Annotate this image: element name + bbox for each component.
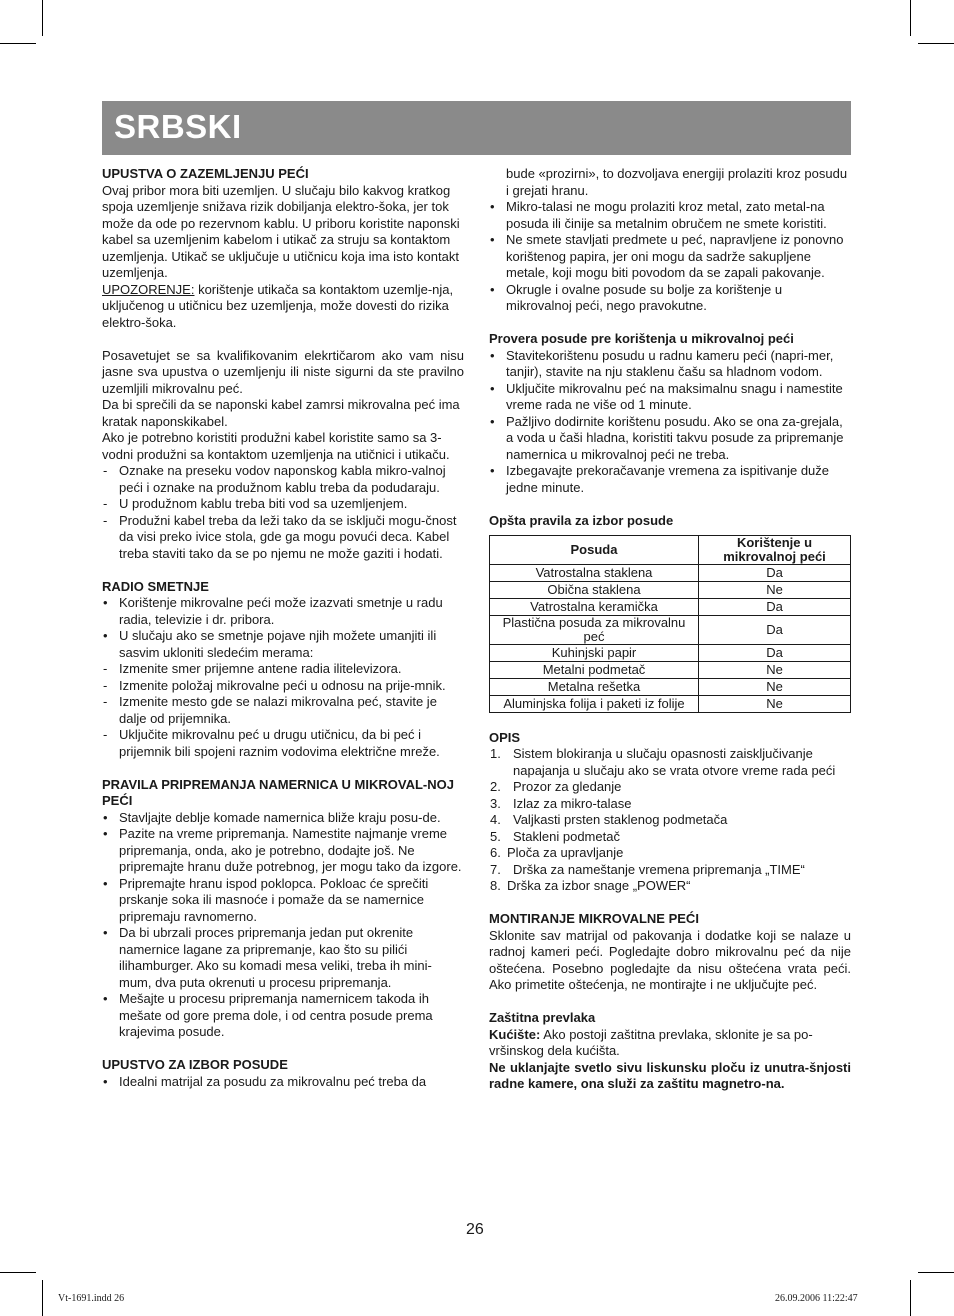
choice-list-continued [489,166,851,315]
choice-list [102,1074,464,1091]
crop-mark [910,1280,911,1316]
crop-mark [918,43,954,44]
grounding-heading: UPUSTVA O ZAZEMLJENJU PEĆI [102,166,309,181]
table-cell: Da [699,645,851,662]
list-item: 2. Prozor za gledanje [490,779,622,794]
table-cell: Da [699,599,851,616]
protect-label: Kućište: [489,1026,541,1042]
short-cable-paragraph: Da bi sprečili da se naponski kabel zamrsi mikrovalna peć ima kratak naponskikabel. [102,397,460,429]
list-item: - Uključite mikrovalnu peć u drugu utičnicu, da bi peć i prijemnik bili spojeni raznim vodovima električne mreže. [103,727,440,759]
table-header-cell: Posuda [490,536,699,565]
table-cell: Kuhinjski papir [490,645,699,662]
list-item: - Oznake na preseku vodov naponskog kabla mikro-valnoj peći i oznake na produžnom kablu treba da podudaraju. [103,463,446,495]
page-number: 26 [466,1221,484,1238]
list-item: • Stavitekorištenu posudu u radnu kameru peći (napri-mer, tanjir), stavite na nju staklenu čašu sa hladnom vodom. [490,347,834,379]
extension-paragraph: Ako je potrebno koristiti produžni kabel koristite samo sa 3-vodni produžni sa kontaktom uzemljenja na utičnici i utikaču. [102,430,450,462]
crop-mark [42,0,43,36]
left-column [102,166,464,1090]
crop-mark [0,1272,36,1273]
mount-paragraph: Sklonite sav matrijal od pakovanja i dodatke koji se nalaze u radnoj kameri peći. Pogledajte dobro mikrovalnu peć da nije oštećena. Posebno pogledajte da nisu oštećena vrata peći. Ako primetite oštećenja, ne montirajte i ne uključujte peć. [489,927,851,992]
protect-paragraph [489,1027,851,1060]
list-item: - Izmenite položaj mikrovalne peći u odnosu na prije-mnik. [103,677,446,693]
page-title: SRBSKI [114,108,242,145]
list-item: - U produžnom kablu treba biti vod sa uzemljenjem. [103,496,408,511]
radio-heading: RADIO SMETNJE [102,578,209,594]
list-item: 5. Stakleni podmetač [490,828,620,844]
vessel-table [489,535,851,713]
table-row [490,679,851,696]
list-item: 6. Ploča za upravljanje [490,845,624,860]
table-cell: Metalni podmetač [490,662,699,679]
table-cell: Plastična posuda za mikrovalnu peć [490,616,699,645]
list-item: 3. Izlaz za mikro-talase [490,795,632,811]
list-item: - Izmenite mesto gde se nalazi mikrovalna peć, stavite je dalje od prijemnika. [103,694,437,726]
list-item: • Pažljivo dodirnite korištenu posudu. Ako se ona za-grejala, a voda u čaši hladna, koristiti takvu posude za pripremanje namernica u mikrovalnoj peći ne treba. [490,413,844,462]
list-item: • U slučaju ako se smetnje pojave njih možete umanjiti ili sasvim ukloniti sledećim merama: [103,628,437,660]
protect-heading: Zaštitna prevlaka [489,1010,596,1025]
check-list [489,348,851,497]
list-item: • Pripremajte hranu ispod poklopca. Pokloac će sprečiti prskanje soka ili masnoće i pomaže da se namernice pripremaju ravnomerno. [103,875,429,924]
table-row [490,696,851,713]
table-row [490,565,851,582]
table-row [490,599,851,616]
list-item: • Korištenje mikrovalne peći može izazvati smetnje u radu radia, televizie i dr. pribora. [103,595,443,627]
table-cell: Ne [699,662,851,679]
table-cell: Ne [699,679,851,696]
mount-heading: MONTIRANJE MIKROVALNE PEĆI [489,911,699,926]
choice-heading: UPUSTVO ZA IZBOR POSUDE [102,1057,288,1072]
list-item: • Mikro-talasi ne mogu prolaziti kroz metal, zato metal-na posuda ili činije sa metalnim obručem ne smete koristiti. [490,199,827,231]
list-item: - Izmenite smer prijemne antene radia ilitelevizora. [103,661,402,676]
rules-heading: Opšta pravila za izbor posude [489,512,674,528]
list-item: 4. Valjkasti prsten staklenog podmetača [490,812,728,827]
table-cell: Obična staklena [490,582,699,599]
food-heading: PRAVILA PRIPREMANJA NAMERNICA U MIKROVAL-NOJ PEĆI [102,776,454,808]
table-cell: Vatrostalna staklena [490,565,699,582]
protect-warning: Ne uklanjajte svetlo sivu liskunsku ploču iz unutra-šnjosti radne kamere, ona služi za zaštitu magnetro-na. [489,1059,851,1091]
table-cell: Aluminjska folija i paketi iz folije [490,696,699,713]
list-item: • Uključite mikrovalnu peć na maksimalnu snagu i namestite vreme rada ne više od 1 minute. [490,380,843,412]
language-banner [102,101,851,155]
table-cell: Vatrostalna keramička [490,599,699,616]
table-cell: Da [699,565,851,582]
warning-label: UPOZORENJE: [102,281,195,297]
table-cell: Ne [699,696,851,713]
table-header-row [490,536,851,565]
list-item: bude «prozirni», to dozvoljava energiji prolaziti kroz posudu i grejati hranu. [506,166,848,198]
radio-list [102,595,464,760]
list-item: • Pazite na vreme pripremanja. Namestite najmanje vreme pripremanja, onda, ako je potrebno, dodajte još. Ne pripremajte hranu duže potrebnog, jer mogu tako da izgore. [103,826,462,874]
table-cell: Ne [699,582,851,599]
electrician-paragraph: Posavetujet se sa kvalifikovanim elekrtičarom ako vam nisu jasne sva upustva o uzemljenju ili niste sigurni da ste pravilno uzemljili mikrovalnu peć. [102,347,464,396]
list-item: • Idealni matrijal za posudu za mikrovalnu peć treba da [103,1073,427,1089]
crop-mark [0,43,36,44]
protect-text: Ako postoji zaštitna prevlaka, sklonite je sa po-vršinskog dela kućišta. [489,1026,813,1058]
table-header-cell: Korištenje u mikrovalnoj peći [699,536,851,565]
food-list [102,810,464,1041]
crop-mark [918,1272,954,1273]
grounding-paragraph: Ovaj pribor mora biti uzemljen. U slučaju bilo kakvog kratkog spoja uzemljenje snižava rizik dobiljanja elektro-šoka, jer tok može da ode po rezervnom kablu. U priboru koristite naponski kabel sa uzemljenim kabelom i utikač za struju sa kontaktom uzemljenja. Utikač se uključuje u utičnicu koja ima isto kontakt uzemljenja. [102,182,460,280]
list-item: - Produžni kabel treba da leži tako da se isključi mogu-čnost da visi preko ivice stola, gde ga mogu povući deca. Kabel treba staviti tako da se po njemu ne može gaziti i hodati. [103,512,457,561]
opis-list [489,746,851,895]
warning-text: korištenje utikača sa kontaktom uzemlje-nja, uključenog u utičnicu bez uzemljenja, može dovesti do rizika elektro-šoka. [102,281,454,330]
table-row [490,616,851,645]
list-item: • Da bi ubrzali proces pripremanja jedan put okrenite namernice lagane za pripremanje, kao što su pilići ilihamburger. Ako su komadi mesa veliki, treba ih mini-mum, dva puta okrenuti u procesu pripremanja. [103,925,432,990]
opis-heading: OPIS [489,729,521,745]
list-item: 1. Sistem blokiranja u slučaju opasnosti zaisključivanje napajanja u slučaju ako se vrata otvore vreme rada peći [490,746,836,778]
list-item: 7. Drška za nameštanje vremena pripremanja „TIME“ [490,861,805,877]
list-item: • Stavljajte deblje komade namernica bliže kraju posu-de. [103,809,441,825]
table-row [490,662,851,679]
warning-paragraph [102,282,464,332]
extension-list [102,463,464,562]
crop-mark [910,0,911,36]
table-row [490,645,851,662]
footer-datetime: 26.09.2006 11:22:47 [775,1293,858,1304]
list-item: • Mešajte u procesu pripremanja namernicem takoda ih mešate od gore prema dole, i od centra posude prema krajevima posude. [103,991,433,1039]
list-item: 8. Drška za izbor snage „POWER“ [490,878,691,893]
crop-mark [42,1280,43,1316]
list-item: • Izbegavajte prekoračavanje vremena za ispitivanje duže jedne minute. [490,463,830,495]
table-cell: Metalna rešetka [490,679,699,696]
footer-file: Vt-1691.indd 26 [58,1293,125,1304]
right-column [489,166,851,1093]
list-item: • Okrugle i ovalne posude su bolje za korištenje u mikrovalnoj peći, nego pravokutne. [490,281,783,313]
check-heading: Provera posude pre korištenja u mikrovalnoj peći [489,331,794,346]
table-cell: Da [699,616,851,645]
list-item: • Ne smete stavljati predmete u peć, napravljene iz ponovno korištenog papira, jer oni mogu da sadrže sakupljene metale, koji mogu biti povodom da se zapali pakovanje. [490,232,844,280]
table-row [490,582,851,599]
